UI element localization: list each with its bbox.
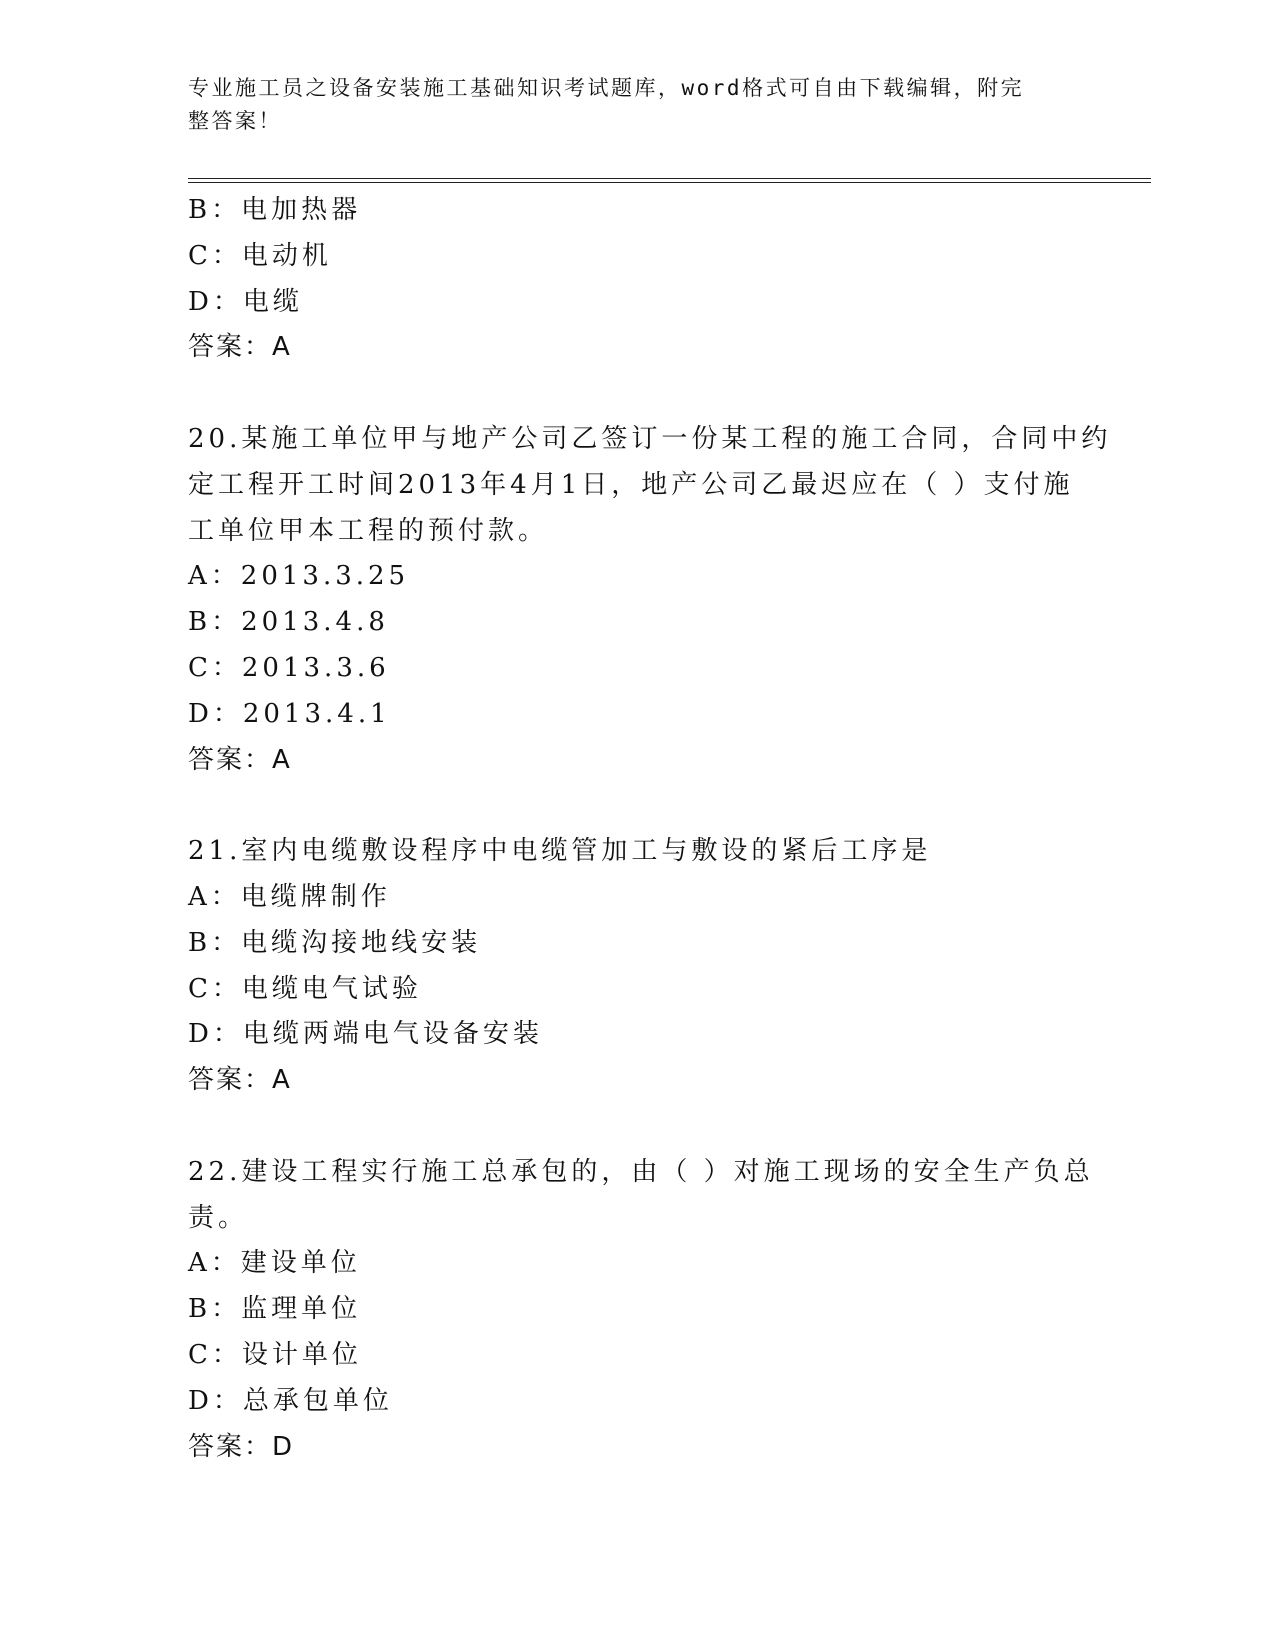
option-c: C：设计单位 bbox=[188, 1339, 362, 1370]
question-stem-line: 21.室内电缆敷设程序中电缆管加工与敷设的紧后工序是 bbox=[188, 836, 932, 867]
question-stem-line: 定工程开工时间2013年4月1日，地产公司乙最迟应在（ ）支付施 bbox=[188, 469, 1074, 500]
option-d: D：电缆 bbox=[188, 286, 303, 317]
option-b: B：电加热器 bbox=[188, 195, 362, 225]
question-stem-line: 20.某施工单位甲与地产公司乙签订一份某工程的施工合同，合同中约 bbox=[188, 423, 1112, 454]
question-stem-line: 责。 bbox=[188, 1202, 249, 1233]
option-b: B：电缆沟接地线安装 bbox=[188, 927, 482, 958]
option-b: B：监理单位 bbox=[188, 1294, 362, 1325]
option-a: A：建设单位 bbox=[188, 1248, 361, 1279]
question-stem-line: 22.建设工程实行施工总承包的，由（ ）对施工现场的安全生产负总 bbox=[188, 1156, 1094, 1187]
option-a: A：2013.3.25 bbox=[188, 561, 410, 592]
header-divider-top bbox=[188, 178, 1151, 179]
spacer bbox=[188, 371, 1088, 417]
option-d: D：总承包单位 bbox=[188, 1385, 393, 1416]
question-20 bbox=[188, 417, 1112, 783]
answer-line: 答案：D bbox=[188, 1431, 295, 1462]
spacer bbox=[188, 783, 1088, 829]
option-c: C：电缆电气试验 bbox=[188, 973, 422, 1004]
header-line-1: 专业施工员之设备安装施工基础知识考试题库，word格式可自由下载编辑，附完 bbox=[188, 76, 1025, 100]
option-c: C：电动机 bbox=[188, 240, 332, 271]
question-21 bbox=[188, 829, 1088, 1104]
question-content bbox=[188, 188, 1112, 1470]
answer-line: 答案：A bbox=[188, 1065, 292, 1096]
option-d: D：2013.4.1 bbox=[188, 698, 391, 729]
answer-line: 答案：A bbox=[188, 744, 292, 775]
header-line-2: 整答案！ bbox=[188, 109, 282, 133]
option-b: B：2013.4.8 bbox=[188, 607, 389, 638]
option-d: D：电缆两端电气设备安装 bbox=[188, 1019, 543, 1050]
document-header bbox=[188, 72, 1068, 138]
continued-question bbox=[188, 188, 1088, 371]
question-22 bbox=[188, 1150, 1094, 1471]
option-c: C：2013.3.6 bbox=[188, 652, 390, 683]
option-a: A：电缆牌制作 bbox=[188, 881, 391, 912]
header-divider-bottom bbox=[188, 182, 1151, 183]
answer-line: 答案：A bbox=[188, 332, 292, 363]
question-stem-line: 工单位甲本工程的预付款。 bbox=[188, 515, 549, 546]
spacer bbox=[188, 1104, 1088, 1150]
